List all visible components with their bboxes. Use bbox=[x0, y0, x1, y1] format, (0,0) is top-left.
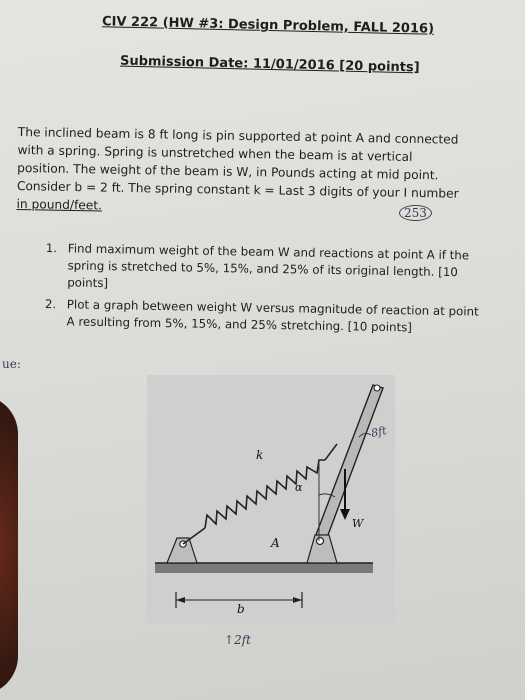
finger-shadow bbox=[0, 395, 18, 695]
label-alpha: α bbox=[295, 481, 303, 494]
task-item bbox=[45, 240, 486, 299]
task-number: 1. bbox=[45, 240, 58, 256]
problem-line: with a spring. Spring is unstretched when the beam is at vertical bbox=[17, 142, 413, 164]
problem-line: The inclined beam is 8 ft long is pin supported at point A and connected bbox=[17, 124, 459, 147]
submission-date: Submission Date: 11/01/2016 [20 points] bbox=[119, 53, 420, 76]
task-text: Find maximum weight of the beam W and reactions at point A if the spring is stretched to 5%, 15%, and 25% of its original length. [10 points] bbox=[67, 241, 470, 291]
problem-line: in pound/feet. bbox=[16, 196, 103, 213]
beam-spring-diagram bbox=[147, 375, 395, 623]
label-A: A bbox=[271, 536, 280, 550]
task-list bbox=[44, 240, 486, 343]
label-W: W bbox=[352, 517, 364, 530]
problem-line: position. The weight of the beam is W, in Pounds acting at mid point. bbox=[17, 160, 439, 183]
label-b: b bbox=[237, 602, 245, 616]
task-number: 2. bbox=[44, 296, 57, 312]
title-course: CIV 222 bbox=[101, 14, 163, 31]
problem-line: Consider b = 2 ft. The spring constant k = Last 3 digits of your I number bbox=[16, 178, 459, 201]
task-text: Plot a graph between weight W versus magnitude of reaction at point A resulting from 5%, 15%, and 25% stretching. [10 points] bbox=[66, 297, 479, 335]
task-item bbox=[44, 296, 485, 338]
pin-A bbox=[317, 538, 324, 545]
title-rest: (HW #3: Design Problem, FALL 2016) bbox=[162, 15, 435, 37]
ground bbox=[155, 563, 373, 573]
figure-background bbox=[147, 375, 395, 623]
label-k: k bbox=[256, 448, 264, 462]
handwritten-id-number: 253 bbox=[399, 205, 432, 221]
handwritten-margin-note: ue: bbox=[2, 357, 21, 371]
handwritten-b-value: ↑2ft bbox=[224, 633, 251, 647]
handwritten-beam-length: 8ft bbox=[369, 423, 388, 440]
